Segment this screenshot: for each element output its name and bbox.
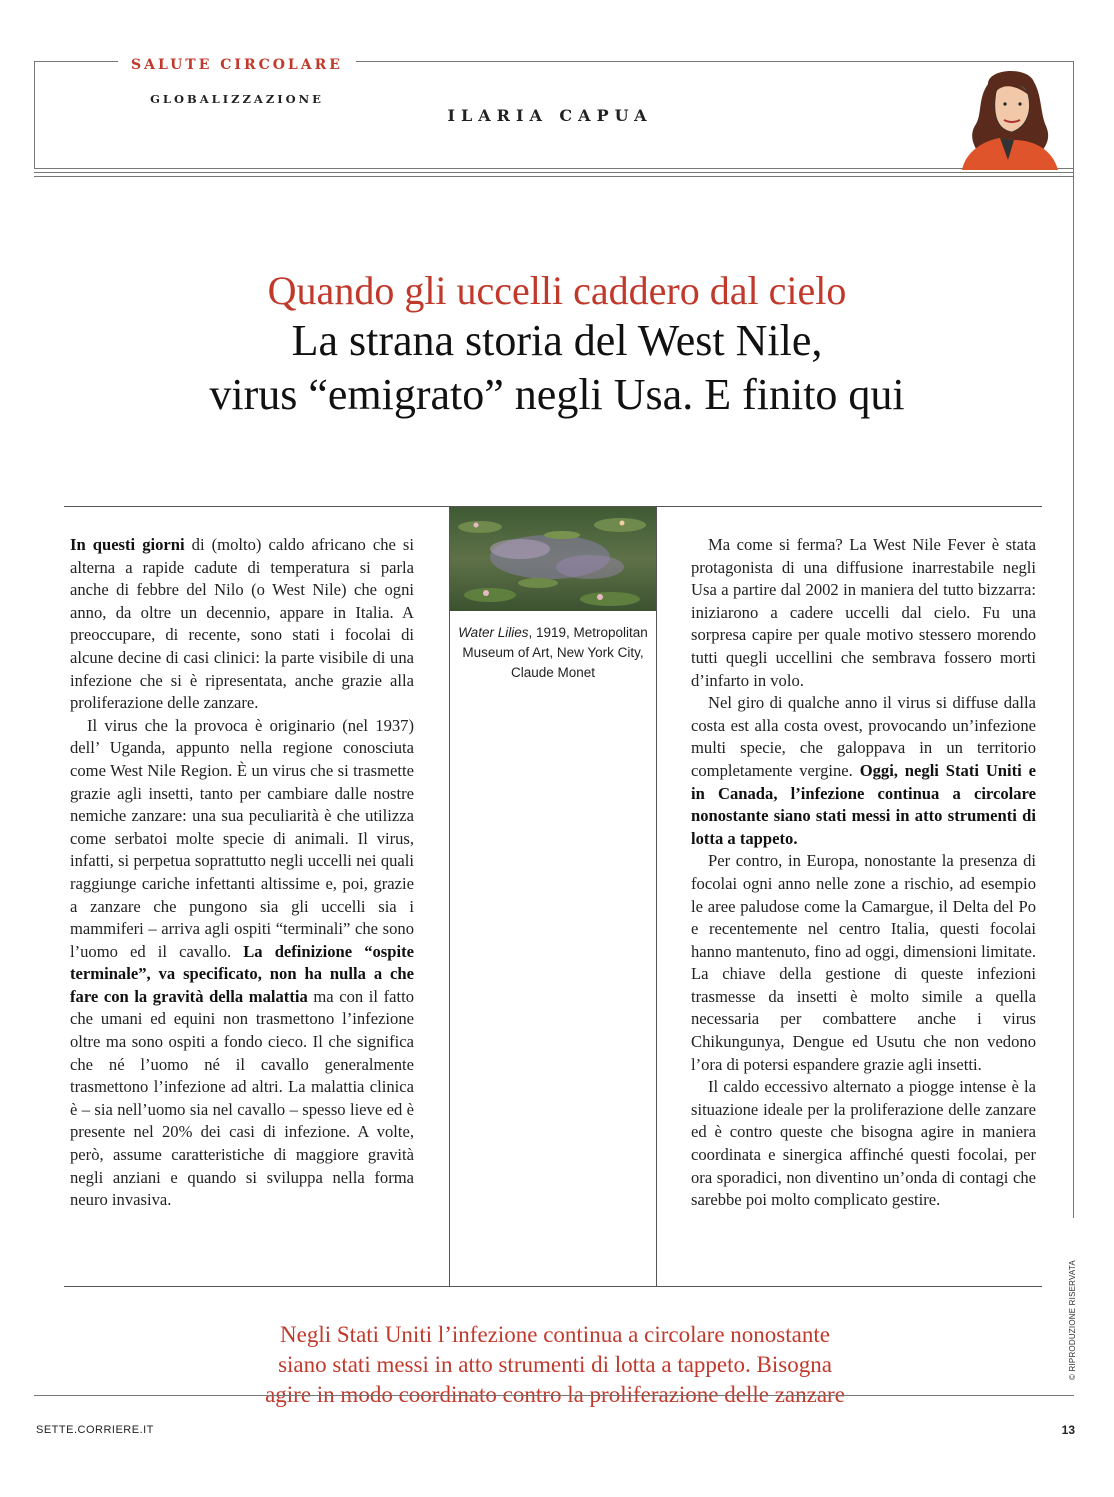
water-lilies-image <box>450 507 656 611</box>
headline-block <box>60 268 1054 422</box>
article-column-right <box>691 534 1036 1212</box>
paragraph: Ma come si ferma? La West Nile Fever è stata protagonista di una diffusione inarrestabile negli Usa a partire dal 2002 in maniera del tutto bizzarra: iniziarono a cadere uccelli dal cielo. Fu una sorpresa capire per quale motivo stessero morendo tutti quegli uccellini che sembrava fossero morti d’infarto in volo. <box>691 535 1036 690</box>
paragraph: Il virus che la provoca è originario (nel 1937) dell’ Uganda, appunto nella regione conosciuta come West Nile Region. È un virus che si trasmette grazie agli insetti, tanto per cambiare dalle nostre nemiche zanzare: una sua peculiarità è che utilizza come serbatoi molte specie di animali. Il virus, infatti, si perpetua soprattutto negli uccelli nei quali raggiunge cariche infettanti altissime e, poi, grazie a zanzare che pungono sia gli uccelli sia i mammiferi – arriva agli ospiti “terminali” che sono l’uomo ed il cavallo. La definizione “ospite terminale”, va specificato, non ha nulla a che fare con la gravità della malattia ma con il fatto che umani ed equini non trasmettono l’infezione oltre ma sono ospiti a fondo cieco. Il che significa che né l’uomo né il cavallo generalmente trasmettono l’infezione ad altri. La malattia clinica è – sia nell’uomo sia nel cavallo – spesso lieve ed è presente nel 20% dei casi di infezione. A volte, però, assume caratteristiche di maggiore gravità negli anziani e quando si sviluppa nella forma neuro invasiva. <box>70 715 414 1210</box>
paragraph: Per contro, in Europa, nonostante la presenza di focolai ogni anno nelle zone a rischio, ad esempio le aree paludose come la Camargue, il Delta del Po e recentemente nel centro Italia, questi focolai hanno mantenuto, fino ad oggi, dimensioni limitate. La chiave della gestione di queste infezioni trasmesse da insetti è molto simile a quella necessaria per combattere anche i virus Chikungunya, Dengue ed Usutu che non vedono l’ora di potersi espandere grazie agli insetti. <box>691 851 1036 1074</box>
author-name: ILARIA CAPUA <box>447 106 653 125</box>
paragraph: Nel giro di qualche anno il virus si diffuse dalla costa est alla costa ovest, provocando un’infezione multi specie, che galoppava in un territorio completamente vergine. Oggi, negli Stati Uniti e in Canada, l’infezione continua a circolare nonostante siano stati messi in atto strumenti di lotta a tappeto. <box>691 693 1036 848</box>
header-frame-left <box>34 61 35 169</box>
copyright-notice: © RIPRODUZIONE RISERVATA <box>1068 1260 1077 1380</box>
pull-quote: Negli Stati Uniti l’infezione continua a circolare nonostante siano stati messi in atto strumenti di lotta a tappeto. Bisogna agire in modo coordinato contro la proliferazione delle zanzare <box>265 1322 845 1407</box>
page-frame-right <box>1073 61 1074 1218</box>
headline-kicker: Quando gli uccelli caddero dal cielo <box>267 268 847 313</box>
columns-bottom-rule <box>64 1286 1042 1287</box>
author-portrait <box>948 66 1068 170</box>
caption-title: Water Lilies <box>458 625 529 640</box>
paragraph: In questi giorni di (molto) caldo africano che si alterna a rapide cadute di temperatura si parla anche di febbre del Nilo (o West Nile) che ogni anno, da oltre un decennio, appare in Italia. A preoccupare, di recente, sono stati i focolai di alcune decine di casi clinici: la parte visibile di una infezione che si è ripresentata, anche grazie alla proliferazione delle zanzare. <box>70 535 415 713</box>
bold-passage: Oggi, negli Stati Uniti e in Canada, l’infezione continua a circolare nonostante siano stati messi in atto strumenti di lotta a tappeto. <box>691 760 1036 848</box>
bold-passage: La definizione “ospite terminale”, va specificato, non ha nulla a che fare con la gravità della malattia <box>70 941 414 1006</box>
header-frame-line <box>356 61 1074 62</box>
header-rule-stack <box>34 168 1074 180</box>
headline-line: La strana storia del West Nile, <box>291 316 823 365</box>
column-divider <box>449 506 450 1286</box>
column-divider <box>656 506 657 1286</box>
image-caption: Water Lilies, 1919, Metropolitan Museum of Art, New York City, Claude Monet <box>458 625 648 680</box>
section-subrubric: GLOBALIZZAZIONE <box>150 92 324 106</box>
page-number: 13 <box>1061 1423 1075 1437</box>
footer-site: SETTE.CORRIERE.IT <box>36 1424 154 1436</box>
header-frame-line <box>34 61 118 62</box>
lead-in: In questi giorni <box>70 535 185 554</box>
footer-rule <box>34 1395 1074 1396</box>
headline-line: virus “emigrato” negli Usa. E finito qui <box>209 370 905 419</box>
paragraph: Il caldo eccessivo alternato a piogge intense è la situazione ideale per la proliferazione delle zanzare ed è contro queste che bisogna agire in maniera coordinata e sinergica affinché questi focolai, per ora sporadici, non diventino un’onda di contagi che sarebbe poi molto complicato gestire. <box>691 1077 1036 1210</box>
article-column-left <box>70 534 414 1212</box>
section-rubric: SALUTE CIRCOLARE <box>131 57 343 73</box>
